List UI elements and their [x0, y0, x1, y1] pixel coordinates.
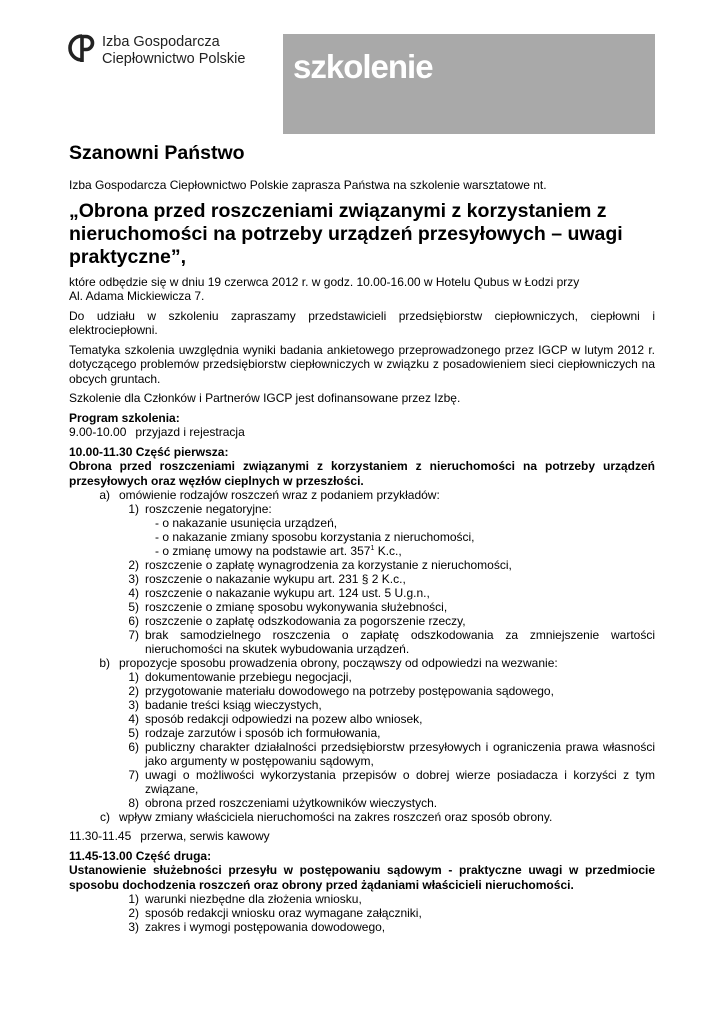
igcp-logo-icon [68, 33, 98, 63]
topics-text: Tematyka szkolenia uwzględnia wyniki badania ankietowego przeprowadzonego przez IGCP w lutym 2012 r. dotyczącego problemów przedsiębiorstw ciepłowniczych w związku z posadowieniem sieci ciepłowniczych na obcych gruntach. [69, 342, 655, 386]
invitation-text: Izba Gospodarcza Ciepłownictwo Polskie zaprasza Państwa na szkolenie warsztatowe nt. [69, 178, 547, 192]
break-row [69, 829, 655, 844]
list-item: 2) roszczenie o zapłatę wynagrodzenia za korzystanie z nieruchomości, [128, 558, 512, 572]
list-item: 6) publiczny charakter działalności przedsiębiorstw przesyłowych i ograniczenia prawa własności jako argumenty w postępowaniu sądowym, [128, 740, 655, 768]
arrival-time: 9.00-10.00 [69, 425, 127, 439]
list-item: 1) warunki niezbędne dla złożenia wniosku, [128, 892, 362, 906]
list-item: a) omówienie rodzajów roszczeń wraz z podaniem przykładów: [99, 488, 440, 502]
list-item: c) wpływ zmiany właściciela nieruchomości na zakres roszczeń oraz sposób obrony. [100, 810, 553, 824]
list-item: 7) brak samodzielnego roszczenia o zapłatę odszkodowania za zmniejszenie wartości nieruchomości na skutek wybudowania urządzeń. [128, 628, 655, 656]
list-item: b) propozycje sposobu prowadzenia obrony, począwszy od odpowiedzi na wezwanie: [99, 656, 558, 670]
list-item: 6) roszczenie o zapłatę odszkodowania za pogorszenie rzeczy, [128, 614, 466, 628]
list-item: 4) roszczenie o nakazanie wykupu art. 124 ust. 5 U.g.n., [128, 586, 430, 600]
arrival-row [69, 425, 655, 440]
list-item: 1) dokumentowanie przebiegu negocjacji, [128, 670, 352, 684]
org-name-line1: Izba Gospodarcza [102, 34, 220, 50]
list-item: 5) rodzaje zarzutów i sposób ich formułowania, [128, 726, 381, 740]
list-item: 1) roszczenie negatoryjne: [128, 502, 272, 516]
header-banner [283, 34, 655, 134]
break-label: przerwa, serwis kawowy [140, 829, 270, 843]
org-name-line2: Ciepłownictwo Polskie [102, 51, 246, 67]
part1-heading: 10.00-11.30 Część pierwsza: [69, 444, 229, 459]
banner-title: szkolenie [293, 48, 433, 85]
part1-title: Obrona przed roszczeniami związanymi z korzystaniem z nieruchomości na potrzeby urządzeń przesyłowych oraz węzłów cieplnych w przeszłości. [69, 459, 655, 488]
list-item: 8) obrona przed roszczeniami użytkowników wieczystych. [128, 796, 438, 810]
date-location-line1: które odbędzie się w dniu 19 czerwca 2012 r. w godz. 10.00-16.00 w Hotelu Qubus w Łodzi przy [69, 274, 580, 289]
program-heading: Program szkolenia: [69, 410, 180, 425]
participants-text: Do udziału w szkoleniu zapraszamy przedstawicieli przedsiębiorstw ciepłowniczych, ciepłowni i elektrociepłowni. [69, 308, 655, 337]
list-subitem: - o zmianę umowy na podstawie art. $357^1$ K.c., [155, 544, 402, 558]
letter-body [69, 141, 655, 934]
list-item: 3) badanie treści ksiąg wieczystych, [128, 698, 322, 712]
list-subitem: - o nakazanie zmiany sposobu korzystania z nieruchomości, [155, 530, 475, 544]
list-item: 4) sposób redakcji odpowiedzi na pozew albo wniosek, [128, 712, 423, 726]
list-item: 5) roszczenie o zmianę sposobu wykonywania służebności, [128, 600, 448, 614]
list-item: 2) sposób redakcji wniosku oraz wymagane załączniki, [128, 906, 422, 920]
training-title: „Obrona przed roszczeniami związanymi z korzystaniem z nieruchomości na potrzeby urządzeń przesyłowych – uwagi praktyczne”, [69, 199, 623, 268]
list-item: 2) przygotowanie materiału dowodowego na potrzeby postępowania sądowego, [128, 684, 554, 698]
organization-name [102, 34, 245, 68]
part2-heading: 11.45-13.00 Część druga: [69, 848, 212, 863]
list-item: 3) zakres i wymogi postępowania dowodowego, [128, 920, 386, 934]
list-item: 7) uwagi o możliwości wykorzystania przepisów o dobrej wierze posiadacza i korzyści z tym związane, [128, 768, 655, 796]
list-subitem: - o nakazanie usunięcia urządzeń, [155, 516, 338, 530]
footnote-sup: 1 [370, 545, 375, 552]
break-time: 11.30-11.45 [69, 829, 132, 843]
arrival-label: przyjazd i rejestracja [135, 425, 245, 439]
greeting: Szanowni Państwo [69, 142, 245, 164]
part2-title: Ustanowienie służebności przesyłu w postępowaniu sądowym - praktyczne uwagi w przedmiocie sposobu dochodzenia roszczeń oraz obrony przed żądaniami właścicieli nieruchomości. [69, 863, 655, 892]
funding-text: Szkolenie dla Członków i Partnerów IGCP jest dofinansowane przez Izbę. [69, 391, 461, 405]
date-location-line2: Al. Adama Mickiewicza 7. [69, 289, 205, 303]
list-item: 3) roszczenie o nakazanie wykupu art. 231 § 2 K.c., [128, 572, 406, 586]
